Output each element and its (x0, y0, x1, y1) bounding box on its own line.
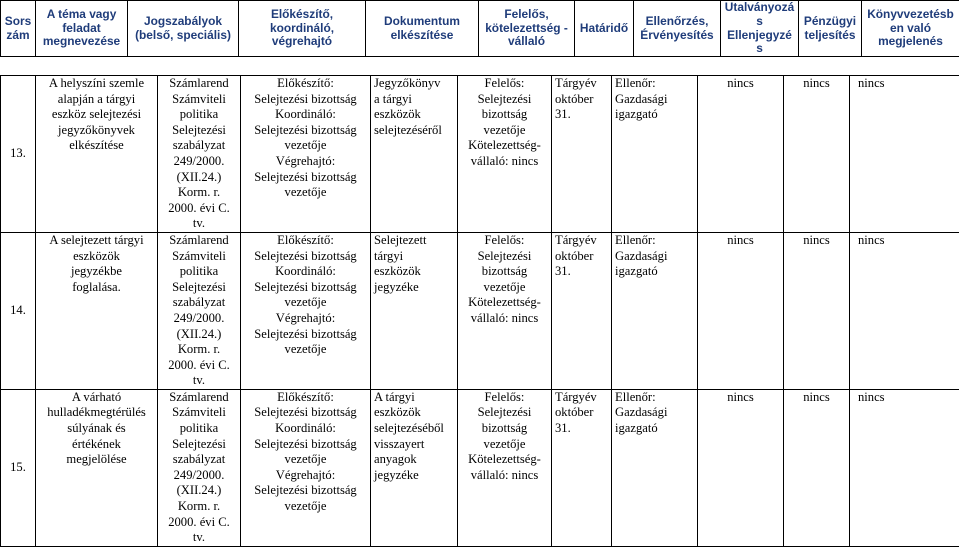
owner-line: vállaló: nincs (461, 154, 548, 170)
prep-line: Selejtezési bizottság (244, 327, 367, 343)
owner-line: Kötelezettség- (461, 295, 548, 311)
deadline-line: 31. (555, 264, 608, 280)
document-cell (371, 76, 458, 233)
prep-line: Végrehajtó: (244, 311, 367, 327)
document-line: selejtezéséről (374, 123, 454, 139)
prep-line: Koordináló: (244, 264, 367, 280)
control-line: igazgató (615, 421, 694, 437)
prep-line: Koordináló: (244, 421, 367, 437)
document-line: a tárgyi (374, 92, 454, 108)
control-line: igazgató (615, 107, 694, 123)
owner-line: vezetője (461, 437, 548, 453)
prep-line: Selejtezési bizottság (244, 123, 367, 139)
rules-line: Korm. r. (161, 499, 237, 515)
task-cell (36, 76, 158, 233)
header-rules: Jogszabályok (belső, speciális) (128, 1, 239, 57)
task-line: megjelölése (39, 452, 154, 468)
prep-line: Végrehajtó: (244, 154, 367, 170)
prep-line: Előkészítő: (244, 390, 367, 406)
deadline-line: Tárgyév (555, 76, 608, 92)
control-cell (612, 76, 698, 233)
rules-line: (XII.24.) (161, 327, 237, 343)
deadline-line: 31. (555, 421, 608, 437)
deadline-line: Tárgyév (555, 390, 608, 406)
rules-line: 249/2000. (161, 311, 237, 327)
prep-line: vezetője (244, 342, 367, 358)
owner-line: Felelős: (461, 76, 548, 92)
rules-line: 249/2000. (161, 468, 237, 484)
owner-cell (458, 76, 552, 233)
header-deadline: Határidő (575, 1, 634, 57)
penzugyi-cell: nincs (784, 76, 850, 233)
prep-line: vezetője (244, 138, 367, 154)
task-line: hulladékmegtérülés (39, 405, 154, 421)
document-line: eszközök (374, 264, 454, 280)
header-task: A téma vagy feladat megnevezése (36, 1, 128, 57)
table-row (1, 76, 959, 233)
owner-line: Selejtezési (461, 405, 548, 421)
rules-line: (XII.24.) (161, 483, 237, 499)
rules-line: (XII.24.) (161, 170, 237, 186)
header-owner: Felelős, kötelezettség -vállaló (479, 1, 575, 57)
deadline-cell (552, 232, 612, 389)
rules-line: 2000. évi C. (161, 515, 237, 531)
owner-line: bizottság (461, 421, 548, 437)
header-doc: Dokumentum elkészítése (366, 1, 479, 57)
rules-line: tv. (161, 373, 237, 389)
owner-line: Selejtezési (461, 92, 548, 108)
prep-line: Koordináló: (244, 107, 367, 123)
task-line: eszköz selejtezési (39, 107, 154, 123)
document-line: eszközök (374, 405, 454, 421)
header-control: Ellenőrzés, Érvényesítés (634, 1, 721, 57)
owner-line: bizottság (461, 264, 548, 280)
rules-line: szabályzat (161, 452, 237, 468)
owner-line: Felelős: (461, 390, 548, 406)
document-line: jegyzéke (374, 280, 454, 296)
page-gap (0, 45, 959, 75)
rules-cell (158, 232, 241, 389)
owner-line: Kötelezettség- (461, 138, 548, 154)
konyvvezetes-cell: nincs (850, 232, 959, 389)
penzugyi-cell: nincs (784, 389, 850, 546)
rules-line: Korm. r. (161, 342, 237, 358)
deadline-line: október (555, 249, 608, 265)
konyvvezetes-cell: nincs (850, 76, 959, 233)
document-line: Selejtezett (374, 233, 454, 249)
owner-line: Felelős: (461, 233, 548, 249)
header-utal: Utalványozás Ellenjegyzés (721, 1, 799, 57)
owner-line: vezetője (461, 123, 548, 139)
task-cell (36, 389, 158, 546)
prep-line: vezetője (244, 295, 367, 311)
rules-line: Selejtezési (161, 437, 237, 453)
document-line: eszközök (374, 107, 454, 123)
prep-line: Selejtezési bizottság (244, 249, 367, 265)
document-line: visszayert (374, 437, 454, 453)
task-line: értékének (39, 437, 154, 453)
control-line: Gazdasági (615, 249, 694, 265)
task-line: A várható (39, 390, 154, 406)
rules-line: tv. (161, 216, 237, 232)
deadline-cell (552, 76, 612, 233)
task-table (0, 75, 959, 547)
document-line: A tárgyi (374, 390, 454, 406)
owner-line: vállaló: nincs (461, 468, 548, 484)
document-line: Jegyzőkönyv (374, 76, 454, 92)
deadline-line: Tárgyév (555, 233, 608, 249)
task-line: alapján a tárgyi (39, 92, 154, 108)
rules-line: Korm. r. (161, 185, 237, 201)
rules-line: szabályzat (161, 295, 237, 311)
prep-line: Selejtezési bizottság (244, 405, 367, 421)
rules-cell (158, 389, 241, 546)
owner-line: Kötelezettség- (461, 452, 548, 468)
document-line: anyagok (374, 452, 454, 468)
row-number: 14. (1, 232, 36, 389)
prep-line: Selejtezési bizottság (244, 170, 367, 186)
owner-line: vállaló: nincs (461, 311, 548, 327)
prep-cell (241, 232, 371, 389)
task-cell (36, 232, 158, 389)
prep-line: Előkészítő: (244, 76, 367, 92)
task-line: foglalása. (39, 280, 154, 296)
header-prep: Előkészítő, koordináló, végrehajtó (239, 1, 366, 57)
rules-line: 249/2000. (161, 154, 237, 170)
task-line: A helyszíni szemle (39, 76, 154, 92)
control-line: Gazdasági (615, 92, 694, 108)
task-line: A selejtezett tárgyi (39, 233, 154, 249)
rules-line: Számviteli (161, 405, 237, 421)
control-line: Ellenőr: (615, 390, 694, 406)
document-line: tárgyi (374, 249, 454, 265)
deadline-line: október (555, 92, 608, 108)
deadline-cell (552, 389, 612, 546)
table-row (1, 232, 959, 389)
document-line: jegyzéke (374, 468, 454, 484)
rules-line: 2000. évi C. (161, 358, 237, 374)
rules-line: Számlarend (161, 390, 237, 406)
rules-line: Számviteli (161, 249, 237, 265)
prep-line: Selejtezési bizottság (244, 280, 367, 296)
document-line: selejtezéséből (374, 421, 454, 437)
control-line: Ellenőr: (615, 233, 694, 249)
rules-line: politika (161, 107, 237, 123)
prep-line: Selejtezési bizottság (244, 483, 367, 499)
rules-line: tv. (161, 530, 237, 546)
prep-line: vezetője (244, 452, 367, 468)
rules-line: politika (161, 264, 237, 280)
rules-line: Selejtezési (161, 280, 237, 296)
rules-line: politika (161, 421, 237, 437)
header-konyv: Könyvvezetésben való megjelenés (862, 1, 959, 57)
prep-line: Selejtezési bizottság (244, 92, 367, 108)
owner-cell (458, 389, 552, 546)
prep-line: Előkészítő: (244, 233, 367, 249)
task-line: eszközök (39, 249, 154, 265)
row-number: 15. (1, 389, 36, 546)
rules-line: szabályzat (161, 138, 237, 154)
penzugyi-cell: nincs (784, 232, 850, 389)
prep-cell (241, 389, 371, 546)
task-line: jegyzőkönyvek (39, 123, 154, 139)
prep-line: vezetője (244, 499, 367, 515)
control-cell (612, 232, 698, 389)
header-penz: Pénzügyi teljesítés (799, 1, 862, 57)
document-cell (371, 389, 458, 546)
owner-line: vezetője (461, 280, 548, 296)
prep-cell (241, 76, 371, 233)
table-row (1, 389, 959, 546)
control-line: Ellenőr: (615, 76, 694, 92)
konyvvezetes-cell: nincs (850, 389, 959, 546)
utalvanyozas-cell: nincs (698, 232, 784, 389)
deadline-line: október (555, 405, 608, 421)
prep-line: Végrehajtó: (244, 468, 367, 484)
prep-line: vezetője (244, 185, 367, 201)
control-line: igazgató (615, 264, 694, 280)
rules-line: Selejtezési (161, 123, 237, 139)
utalvanyozas-cell: nincs (698, 76, 784, 233)
prep-line: Selejtezési bizottság (244, 437, 367, 453)
deadline-line: 31. (555, 107, 608, 123)
task-line: súlyának és (39, 421, 154, 437)
utalvanyozas-cell: nincs (698, 389, 784, 546)
rules-line: 2000. évi C. (161, 201, 237, 217)
header-sorszam: Sorszám (1, 1, 36, 57)
rules-line: Számlarend (161, 76, 237, 92)
owner-cell (458, 232, 552, 389)
owner-line: Selejtezési (461, 249, 548, 265)
task-line: elkészítése (39, 138, 154, 154)
task-line: jegyzékbe (39, 264, 154, 280)
rules-line: Számviteli (161, 92, 237, 108)
rules-cell (158, 76, 241, 233)
row-number: 13. (1, 76, 36, 233)
control-line: Gazdasági (615, 405, 694, 421)
document-cell (371, 232, 458, 389)
control-cell (612, 389, 698, 546)
owner-line: bizottság (461, 107, 548, 123)
rules-line: Számlarend (161, 233, 237, 249)
